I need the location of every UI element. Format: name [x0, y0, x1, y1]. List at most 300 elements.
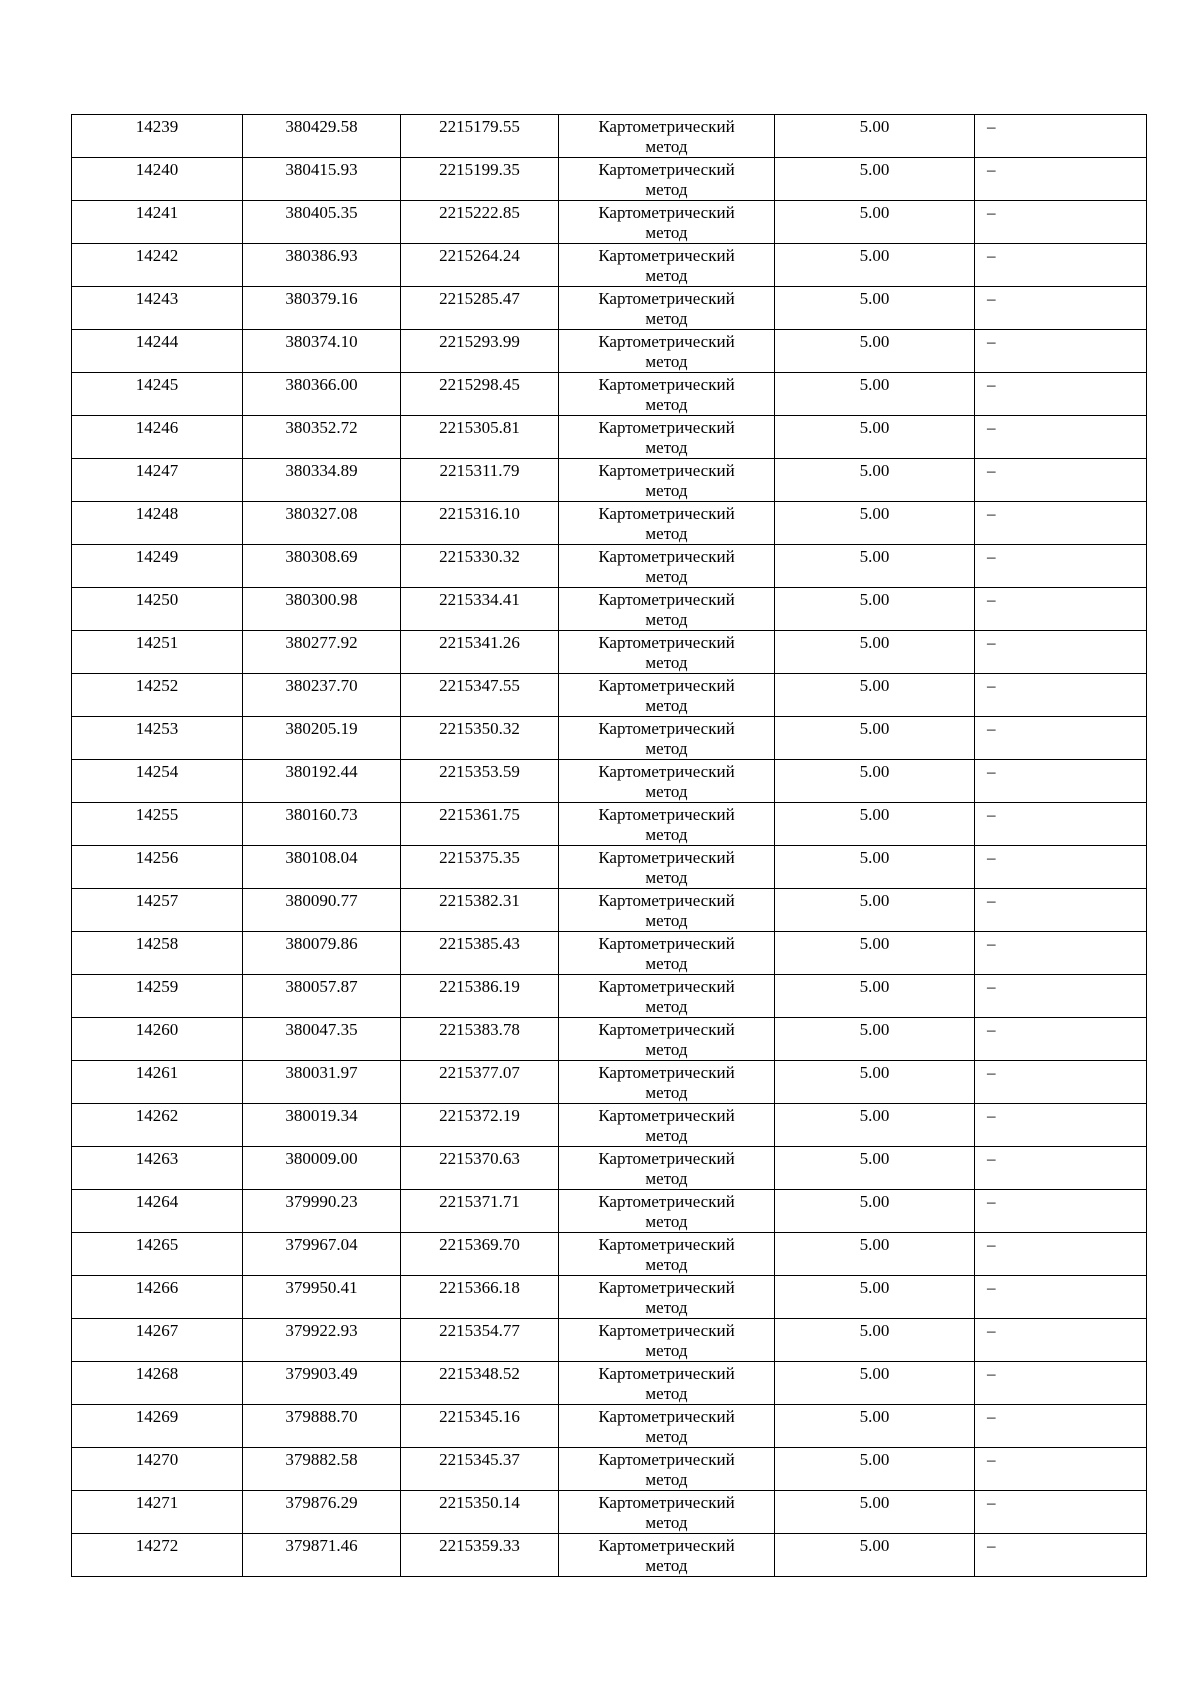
method-line-2: метод — [645, 1341, 688, 1360]
x-coordinate-cell-text: 380031.97 — [285, 1063, 358, 1082]
method-line-1: Картометрический — [598, 504, 735, 523]
method-cell — [559, 1491, 775, 1534]
point-number-cell — [72, 1147, 243, 1190]
point-number-cell-text: 14263 — [135, 1149, 179, 1168]
method-cell — [559, 1362, 775, 1405]
y-coordinate-cell — [401, 1018, 559, 1061]
method-cell — [559, 1233, 775, 1276]
x-coordinate-cell-text: 379990.23 — [285, 1192, 358, 1211]
y-coordinate-cell-text: 2215350.32 — [439, 719, 520, 738]
y-coordinate-cell — [401, 760, 559, 803]
note-cell-text: – — [987, 676, 996, 695]
point-number-cell-text: 14256 — [135, 848, 179, 867]
point-number-cell-text: 14258 — [135, 934, 179, 953]
y-coordinate-cell — [401, 1319, 559, 1362]
method-line-1: Картометрический — [598, 1450, 735, 1469]
accuracy-cell-text: 5.00 — [859, 1149, 890, 1168]
y-coordinate-cell-text: 2215345.16 — [439, 1407, 520, 1426]
note-cell-text: – — [987, 891, 996, 910]
method-cell — [559, 115, 775, 158]
table-row — [72, 1276, 1147, 1319]
y-coordinate-cell — [401, 1534, 559, 1577]
method-line-1: Картометрический — [598, 117, 735, 136]
table-row — [72, 459, 1147, 502]
x-coordinate-cell-text: 380009.00 — [285, 1149, 358, 1168]
x-coordinate-cell — [243, 1233, 401, 1276]
x-coordinate-cell — [243, 244, 401, 287]
accuracy-cell-text: 5.00 — [859, 1235, 890, 1254]
method-text — [559, 158, 774, 200]
point-number-cell — [72, 244, 243, 287]
x-coordinate-cell-text: 380079.86 — [285, 934, 358, 953]
method-cell — [559, 1448, 775, 1491]
method-line-1: Картометрический — [598, 461, 735, 480]
x-coordinate-cell — [243, 1104, 401, 1147]
method-text — [559, 1276, 774, 1318]
y-coordinate-cell-text: 2215369.70 — [439, 1235, 520, 1254]
point-number-cell — [72, 717, 243, 760]
table-row — [72, 545, 1147, 588]
accuracy-cell-text: 5.00 — [859, 1364, 890, 1383]
note-cell-text: – — [987, 1106, 996, 1125]
y-coordinate-cell — [401, 1448, 559, 1491]
x-coordinate-cell-text: 379882.58 — [285, 1450, 358, 1469]
table-row — [72, 373, 1147, 416]
point-number-cell — [72, 1104, 243, 1147]
accuracy-cell-text: 5.00 — [859, 1192, 890, 1211]
y-coordinate-cell-text: 2215348.52 — [439, 1364, 520, 1383]
x-coordinate-cell — [243, 803, 401, 846]
note-cell — [975, 1276, 1147, 1319]
method-line-2: метод — [645, 481, 688, 500]
method-text — [559, 1405, 774, 1447]
method-text — [559, 1448, 774, 1490]
point-number-cell-text: 14255 — [135, 805, 179, 824]
accuracy-cell-text: 5.00 — [859, 1321, 890, 1340]
y-coordinate-cell-text: 2215345.37 — [439, 1450, 520, 1469]
y-coordinate-cell-text: 2215311.79 — [439, 461, 520, 480]
accuracy-cell — [775, 330, 975, 373]
method-line-1: Картометрический — [598, 246, 735, 265]
method-line-2: метод — [645, 524, 688, 543]
note-cell — [975, 115, 1147, 158]
note-cell-text: – — [987, 1450, 996, 1469]
point-number-cell-text: 14270 — [135, 1450, 179, 1469]
y-coordinate-cell-text: 2215371.71 — [439, 1192, 520, 1211]
note-cell-text: – — [987, 547, 996, 566]
x-coordinate-cell — [243, 459, 401, 502]
method-text — [559, 932, 774, 974]
note-cell-text: – — [987, 977, 996, 996]
note-cell — [975, 588, 1147, 631]
note-cell-text: – — [987, 418, 996, 437]
note-cell — [975, 717, 1147, 760]
accuracy-cell — [775, 975, 975, 1018]
x-coordinate-cell — [243, 416, 401, 459]
accuracy-cell — [775, 545, 975, 588]
accuracy-cell-text: 5.00 — [859, 762, 890, 781]
accuracy-cell — [775, 1061, 975, 1104]
y-coordinate-cell — [401, 416, 559, 459]
y-coordinate-cell — [401, 1061, 559, 1104]
x-coordinate-cell — [243, 1147, 401, 1190]
method-text — [559, 459, 774, 501]
method-text — [559, 1491, 774, 1533]
note-cell — [975, 1061, 1147, 1104]
table-row — [72, 1491, 1147, 1534]
accuracy-cell — [775, 1319, 975, 1362]
method-line-1: Картометрический — [598, 633, 735, 652]
y-coordinate-cell — [401, 889, 559, 932]
y-coordinate-cell — [401, 244, 559, 287]
point-number-cell — [72, 373, 243, 416]
note-cell-text: – — [987, 848, 996, 867]
table-row — [72, 330, 1147, 373]
y-coordinate-cell — [401, 158, 559, 201]
y-coordinate-cell-text: 2215350.14 — [439, 1493, 520, 1512]
x-coordinate-cell — [243, 889, 401, 932]
note-cell-text: – — [987, 1192, 996, 1211]
y-coordinate-cell-text: 2215334.41 — [439, 590, 520, 609]
point-number-cell — [72, 760, 243, 803]
point-number-cell-text: 14248 — [135, 504, 179, 523]
accuracy-cell — [775, 115, 975, 158]
accuracy-cell-text: 5.00 — [859, 1407, 890, 1426]
y-coordinate-cell — [401, 717, 559, 760]
table-row — [72, 1104, 1147, 1147]
note-cell — [975, 760, 1147, 803]
method-line-1: Картометрический — [598, 160, 735, 179]
accuracy-cell-text: 5.00 — [859, 633, 890, 652]
note-cell-text: – — [987, 1321, 996, 1340]
y-coordinate-cell — [401, 201, 559, 244]
table-row — [72, 975, 1147, 1018]
point-number-cell-text: 14262 — [135, 1106, 179, 1125]
point-number-cell — [72, 201, 243, 244]
y-coordinate-cell — [401, 545, 559, 588]
accuracy-cell — [775, 1491, 975, 1534]
point-number-cell — [72, 330, 243, 373]
note-cell — [975, 1405, 1147, 1448]
method-cell — [559, 158, 775, 201]
method-line-2: метод — [645, 1384, 688, 1403]
method-text — [559, 1233, 774, 1275]
y-coordinate-cell — [401, 115, 559, 158]
method-cell — [559, 1061, 775, 1104]
method-line-2: метод — [645, 395, 688, 414]
accuracy-cell — [775, 201, 975, 244]
method-line-2: метод — [645, 1556, 688, 1575]
method-text — [559, 631, 774, 673]
method-line-2: метод — [645, 954, 688, 973]
accuracy-cell-text: 5.00 — [859, 719, 890, 738]
table-row — [72, 1448, 1147, 1491]
method-cell — [559, 502, 775, 545]
x-coordinate-cell — [243, 631, 401, 674]
y-coordinate-cell-text: 2215377.07 — [439, 1063, 520, 1082]
accuracy-cell — [775, 846, 975, 889]
point-number-cell — [72, 1190, 243, 1233]
method-line-2: метод — [645, 868, 688, 887]
accuracy-cell-text: 5.00 — [859, 203, 890, 222]
y-coordinate-cell — [401, 1405, 559, 1448]
method-cell — [559, 1147, 775, 1190]
method-cell — [559, 803, 775, 846]
method-text — [559, 1147, 774, 1189]
note-cell — [975, 803, 1147, 846]
point-number-cell-text: 14242 — [135, 246, 179, 265]
method-text — [559, 373, 774, 415]
y-coordinate-cell — [401, 846, 559, 889]
table-row — [72, 760, 1147, 803]
x-coordinate-cell — [243, 1534, 401, 1577]
point-number-cell — [72, 889, 243, 932]
x-coordinate-cell-text: 380327.08 — [285, 504, 358, 523]
note-cell — [975, 416, 1147, 459]
accuracy-cell — [775, 1190, 975, 1233]
method-cell — [559, 1534, 775, 1577]
accuracy-cell-text: 5.00 — [859, 977, 890, 996]
accuracy-cell — [775, 760, 975, 803]
x-coordinate-cell-text: 379888.70 — [285, 1407, 358, 1426]
note-cell — [975, 1362, 1147, 1405]
accuracy-cell-text: 5.00 — [859, 289, 890, 308]
method-line-1: Картометрический — [598, 1321, 735, 1340]
accuracy-cell-text: 5.00 — [859, 375, 890, 394]
method-line-1: Картометрический — [598, 547, 735, 566]
table-row — [72, 416, 1147, 459]
point-number-cell — [72, 1061, 243, 1104]
point-number-cell-text: 14264 — [135, 1192, 179, 1211]
method-line-1: Картометрический — [598, 719, 735, 738]
note-cell — [975, 502, 1147, 545]
x-coordinate-cell-text: 380352.72 — [285, 418, 358, 437]
method-text — [559, 760, 774, 802]
y-coordinate-cell — [401, 1491, 559, 1534]
x-coordinate-cell-text: 380300.98 — [285, 590, 358, 609]
point-number-cell — [72, 1448, 243, 1491]
note-cell — [975, 932, 1147, 975]
y-coordinate-cell-text: 2215305.81 — [439, 418, 520, 437]
note-cell-text: – — [987, 719, 996, 738]
note-cell-text: – — [987, 762, 996, 781]
x-coordinate-cell — [243, 975, 401, 1018]
table-row — [72, 674, 1147, 717]
method-cell — [559, 330, 775, 373]
note-cell-text: – — [987, 160, 996, 179]
x-coordinate-cell — [243, 588, 401, 631]
method-cell — [559, 975, 775, 1018]
method-cell — [559, 631, 775, 674]
table-row — [72, 588, 1147, 631]
x-coordinate-cell — [243, 330, 401, 373]
x-coordinate-cell — [243, 158, 401, 201]
accuracy-cell — [775, 674, 975, 717]
note-cell-text: – — [987, 1493, 996, 1512]
point-number-cell-text: 14253 — [135, 719, 179, 738]
y-coordinate-cell-text: 2215298.45 — [439, 375, 520, 394]
table-row — [72, 889, 1147, 932]
method-line-1: Картометрический — [598, 1536, 735, 1555]
accuracy-cell-text: 5.00 — [859, 676, 890, 695]
y-coordinate-cell — [401, 803, 559, 846]
y-coordinate-cell — [401, 1190, 559, 1233]
y-coordinate-cell-text: 2215366.18 — [439, 1278, 520, 1297]
accuracy-cell — [775, 803, 975, 846]
method-line-2: метод — [645, 137, 688, 156]
y-coordinate-cell-text: 2215383.78 — [439, 1020, 520, 1039]
method-text — [559, 244, 774, 286]
accuracy-cell — [775, 1448, 975, 1491]
accuracy-cell-text: 5.00 — [859, 1536, 890, 1555]
point-number-cell — [72, 803, 243, 846]
note-cell-text: – — [987, 1364, 996, 1383]
y-coordinate-cell-text: 2215222.85 — [439, 203, 520, 222]
point-number-cell-text: 14259 — [135, 977, 179, 996]
point-number-cell — [72, 1319, 243, 1362]
method-line-1: Картометрический — [598, 805, 735, 824]
y-coordinate-cell — [401, 631, 559, 674]
point-number-cell-text: 14250 — [135, 590, 179, 609]
x-coordinate-cell — [243, 1018, 401, 1061]
method-text — [559, 717, 774, 759]
point-number-cell — [72, 416, 243, 459]
y-coordinate-cell-text: 2215353.59 — [439, 762, 520, 781]
method-cell — [559, 545, 775, 588]
coordinates-table — [71, 114, 1147, 1577]
y-coordinate-cell — [401, 1362, 559, 1405]
method-line-2: метод — [645, 1298, 688, 1317]
method-line-2: метод — [645, 1513, 688, 1532]
accuracy-cell — [775, 1104, 975, 1147]
x-coordinate-cell-text: 380057.87 — [285, 977, 358, 996]
table-row — [72, 846, 1147, 889]
x-coordinate-cell-text: 380415.93 — [285, 160, 358, 179]
method-text — [559, 803, 774, 845]
note-cell-text: – — [987, 1407, 996, 1426]
method-line-2: метод — [645, 825, 688, 844]
x-coordinate-cell-text: 379967.04 — [285, 1235, 358, 1254]
method-line-1: Картометрический — [598, 1493, 735, 1512]
point-number-cell-text: 14252 — [135, 676, 179, 695]
x-coordinate-cell-text: 380334.89 — [285, 461, 358, 480]
x-coordinate-cell — [243, 932, 401, 975]
point-number-cell — [72, 1491, 243, 1534]
accuracy-cell — [775, 1362, 975, 1405]
accuracy-cell-text: 5.00 — [859, 848, 890, 867]
method-line-1: Картометрический — [598, 289, 735, 308]
table-row — [72, 158, 1147, 201]
method-cell — [559, 1319, 775, 1362]
method-line-1: Картометрический — [598, 1278, 735, 1297]
note-cell-text: – — [987, 1020, 996, 1039]
point-number-cell — [72, 545, 243, 588]
accuracy-cell-text: 5.00 — [859, 160, 890, 179]
note-cell — [975, 631, 1147, 674]
y-coordinate-cell-text: 2215386.19 — [439, 977, 520, 996]
method-text — [559, 1018, 774, 1060]
x-coordinate-cell — [243, 1190, 401, 1233]
table-row — [72, 1319, 1147, 1362]
point-number-cell-text: 14247 — [135, 461, 179, 480]
y-coordinate-cell-text: 2215354.77 — [439, 1321, 520, 1340]
method-line-2: метод — [645, 266, 688, 285]
method-text — [559, 975, 774, 1017]
point-number-cell-text: 14267 — [135, 1321, 179, 1340]
method-text — [559, 502, 774, 544]
point-number-cell — [72, 115, 243, 158]
x-coordinate-cell — [243, 846, 401, 889]
table-row — [72, 1233, 1147, 1276]
table-row — [72, 502, 1147, 545]
table-row — [72, 803, 1147, 846]
accuracy-cell-text: 5.00 — [859, 934, 890, 953]
x-coordinate-cell — [243, 1061, 401, 1104]
method-line-2: метод — [645, 1040, 688, 1059]
method-cell — [559, 1018, 775, 1061]
note-cell — [975, 1190, 1147, 1233]
method-text — [559, 674, 774, 716]
y-coordinate-cell — [401, 1276, 559, 1319]
point-number-cell-text: 14251 — [135, 633, 179, 652]
method-cell — [559, 846, 775, 889]
y-coordinate-cell — [401, 975, 559, 1018]
x-coordinate-cell-text: 380405.35 — [285, 203, 358, 222]
point-number-cell — [72, 631, 243, 674]
y-coordinate-cell — [401, 932, 559, 975]
x-coordinate-cell-text: 379950.41 — [285, 1278, 358, 1297]
note-cell — [975, 846, 1147, 889]
accuracy-cell — [775, 1405, 975, 1448]
method-line-1: Картометрический — [598, 1407, 735, 1426]
accuracy-cell-text: 5.00 — [859, 117, 890, 136]
note-cell — [975, 889, 1147, 932]
method-text — [559, 1362, 774, 1404]
table-row — [72, 244, 1147, 287]
point-number-cell-text: 14254 — [135, 762, 179, 781]
y-coordinate-cell — [401, 287, 559, 330]
accuracy-cell-text: 5.00 — [859, 805, 890, 824]
accuracy-cell-text: 5.00 — [859, 1450, 890, 1469]
y-coordinate-cell — [401, 1233, 559, 1276]
accuracy-cell-text: 5.00 — [859, 1106, 890, 1125]
note-cell-text: – — [987, 805, 996, 824]
accuracy-cell-text: 5.00 — [859, 1063, 890, 1082]
method-cell — [559, 244, 775, 287]
table-row — [72, 115, 1147, 158]
table-row — [72, 631, 1147, 674]
note-cell — [975, 1233, 1147, 1276]
method-text — [559, 588, 774, 630]
method-line-1: Картометрический — [598, 332, 735, 351]
y-coordinate-cell-text: 2215179.55 — [439, 117, 520, 136]
point-number-cell-text: 14268 — [135, 1364, 179, 1383]
accuracy-cell-text: 5.00 — [859, 590, 890, 609]
accuracy-cell — [775, 158, 975, 201]
y-coordinate-cell-text: 2215341.26 — [439, 633, 520, 652]
method-text — [559, 1534, 774, 1576]
x-coordinate-cell — [243, 1319, 401, 1362]
method-line-1: Картометрический — [598, 1364, 735, 1383]
note-cell — [975, 244, 1147, 287]
method-cell — [559, 416, 775, 459]
method-line-2: метод — [645, 653, 688, 672]
point-number-cell — [72, 588, 243, 631]
method-line-1: Картометрический — [598, 590, 735, 609]
note-cell-text: – — [987, 289, 996, 308]
point-number-cell — [72, 1405, 243, 1448]
x-coordinate-cell-text: 380277.92 — [285, 633, 358, 652]
